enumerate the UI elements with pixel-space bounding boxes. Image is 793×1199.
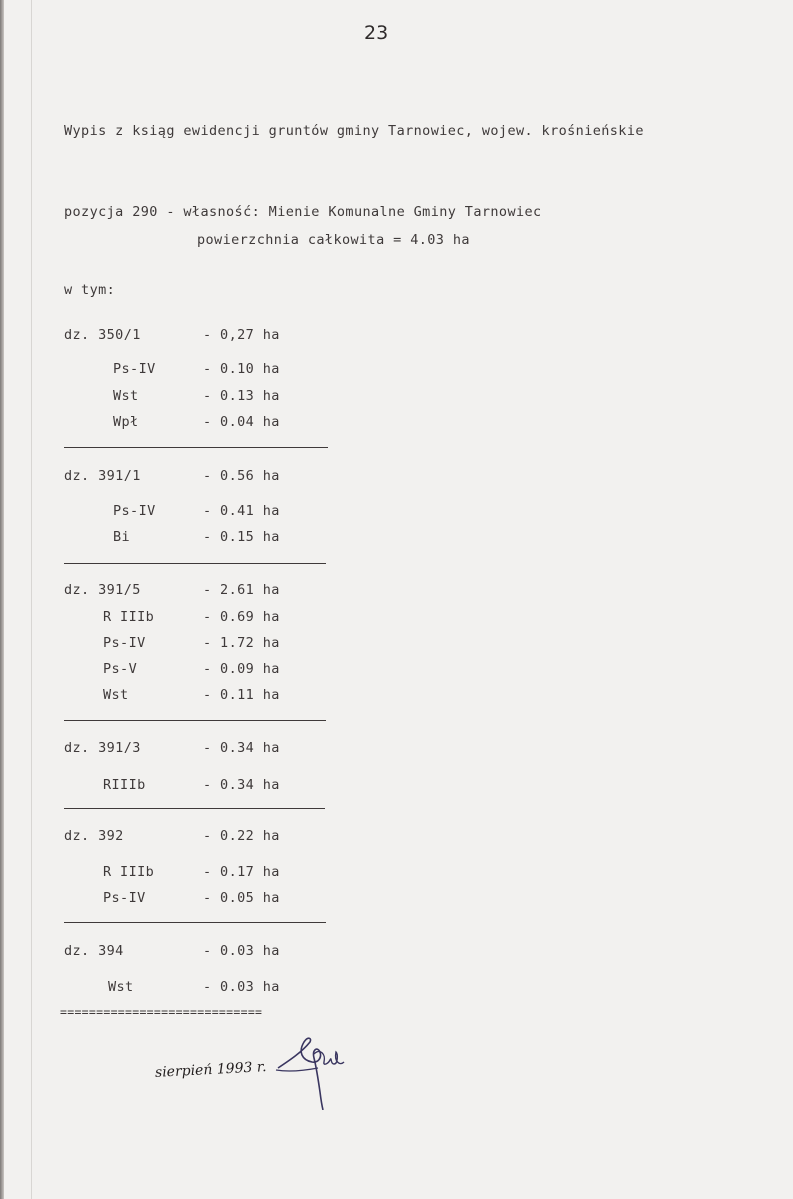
parcel-label: dz. 394 xyxy=(64,943,124,959)
land-class-value: - 0.11 ha xyxy=(203,687,280,703)
parcel-label: dz. 391/3 xyxy=(64,740,141,756)
parcel-value: - 0.03 ha xyxy=(203,943,280,959)
land-class-label: Ps-IV xyxy=(103,635,146,651)
separator-line xyxy=(64,720,326,721)
land-class-label: Wpł xyxy=(113,414,139,430)
page-fold-line xyxy=(31,0,32,1199)
parcel-label: dz. 392 xyxy=(64,828,124,844)
land-class-value: - 0.03 ha xyxy=(203,979,280,995)
land-class-value: - 0.10 ha xyxy=(203,361,280,377)
parcel-value: - 0.34 ha xyxy=(203,740,280,756)
parcel-label: dz. 391/1 xyxy=(64,468,141,484)
land-class-value: - 0.34 ha xyxy=(203,777,280,793)
document-page xyxy=(4,0,793,1199)
area-line: powierzchnia całkowita = 4.03 ha xyxy=(197,232,470,248)
land-class-label: R IIIb xyxy=(103,864,155,880)
parcel-label: dz. 350/1 xyxy=(64,327,141,343)
parcel-label: dz. 391/5 xyxy=(64,582,141,598)
land-class-value: - 0.41 ha xyxy=(203,503,280,519)
land-class-value: - 0.05 ha xyxy=(203,890,280,906)
land-class-label: RIIIb xyxy=(103,777,146,793)
position-line: pozycja 290 - własność: Mienie Komunalne Gminy Tarnowiec xyxy=(64,204,542,220)
separator-line xyxy=(64,808,325,809)
land-class-label: Ps-IV xyxy=(103,890,146,906)
page-number: 23 xyxy=(364,22,389,44)
separator-line xyxy=(64,447,328,448)
land-class-label: Wst xyxy=(108,979,134,995)
land-class-label: Ps-IV xyxy=(113,503,156,519)
land-class-label: Ps-V xyxy=(103,661,138,677)
land-class-value: - 1.72 ha xyxy=(203,635,280,651)
land-class-label: R IIIb xyxy=(103,609,155,625)
separator-line xyxy=(64,563,326,564)
handwritten-signature xyxy=(268,1030,363,1110)
land-class-value: - 0.04 ha xyxy=(203,414,280,430)
parcel-value: - 0,27 ha xyxy=(203,327,280,343)
w-tym-label: w tym: xyxy=(64,282,116,298)
document-title: Wypis z ksiąg ewidencji gruntów gminy Tarnowiec, wojew. krośnieńskie xyxy=(64,123,644,139)
land-class-label: Wst xyxy=(113,388,139,404)
parcel-value: - 2.61 ha xyxy=(203,582,280,598)
separator-line xyxy=(64,922,326,923)
land-class-value: - 0.17 ha xyxy=(203,864,280,880)
land-class-label: Ps-IV xyxy=(113,361,156,377)
land-class-label: Bi xyxy=(113,529,131,545)
parcel-value: - 0.56 ha xyxy=(203,468,280,484)
signature-date: sierpień 1993 r. xyxy=(154,1059,267,1081)
parcel-value: - 0.22 ha xyxy=(203,828,280,844)
land-class-value: - 0.69 ha xyxy=(203,609,280,625)
land-class-value: - 0.15 ha xyxy=(203,529,280,545)
land-class-value: - 0.09 ha xyxy=(203,661,280,677)
land-class-value: - 0.13 ha xyxy=(203,388,280,404)
double-rule: ============================ xyxy=(60,1005,263,1019)
land-class-label: Wst xyxy=(103,687,129,703)
binding-edge xyxy=(0,0,4,1199)
